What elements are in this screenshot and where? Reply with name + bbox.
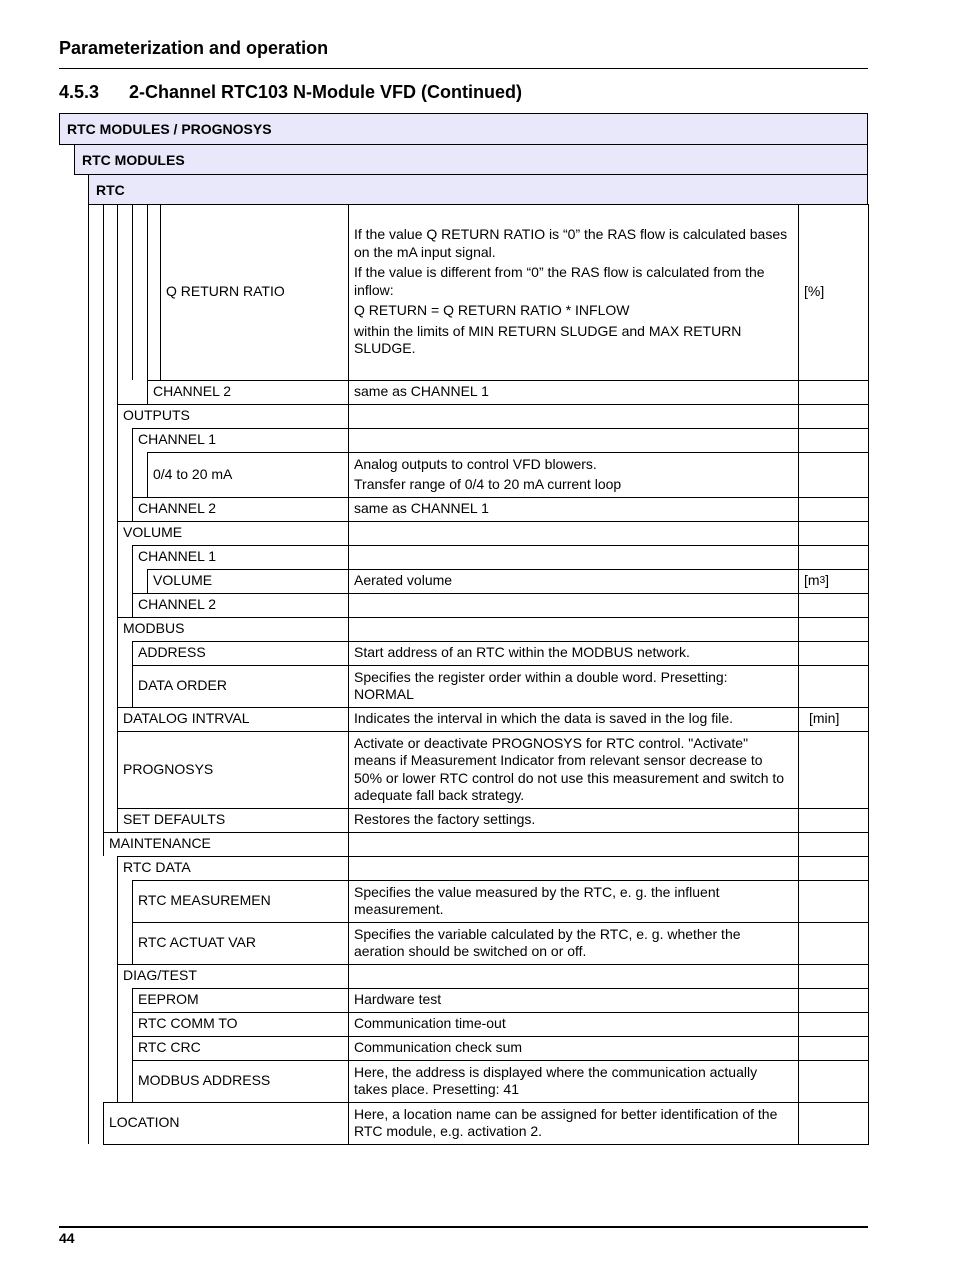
row-divider xyxy=(132,593,869,594)
table-row-description xyxy=(348,593,798,617)
table-row-name: SET DEFAULTS xyxy=(123,811,226,828)
table-row-name: RTC ACTUAT VAR xyxy=(138,934,256,951)
table-row-description xyxy=(348,569,798,593)
row-left-border xyxy=(132,665,133,707)
nesting-rail xyxy=(132,569,133,593)
table-row-unit xyxy=(798,521,868,545)
description-line: Specifies the variable calculated by the RTC, e. g. whether the aeration should be switched on or off. xyxy=(354,925,741,959)
table-row-name: OUTPUTS xyxy=(123,407,190,424)
table-row-description xyxy=(348,808,798,832)
page-number: 44 xyxy=(59,1230,75,1246)
table-row-name: Q RETURN RATIO xyxy=(166,283,285,300)
table-row-unit xyxy=(798,617,868,641)
row-left-border xyxy=(132,428,133,452)
description-column-border xyxy=(348,204,349,1144)
row-divider xyxy=(132,545,869,546)
description-line: Transfer range of 0/4 to 20 mA current loop xyxy=(354,476,622,492)
table-row-name: LOCATION xyxy=(109,1114,180,1131)
row-divider xyxy=(117,964,869,965)
row-left-border xyxy=(132,1036,133,1060)
row-divider xyxy=(132,497,869,498)
section-title xyxy=(59,82,522,103)
table-row-description xyxy=(348,707,798,731)
table-row-name: MODBUS ADDRESS xyxy=(138,1072,271,1089)
table-row-description xyxy=(348,964,798,988)
table-row-description xyxy=(348,1102,798,1144)
row-divider xyxy=(132,428,869,429)
table-row-description xyxy=(348,880,798,922)
unit-suffix: ] xyxy=(825,572,830,589)
table-row-description xyxy=(348,204,798,380)
row-divider xyxy=(160,204,869,205)
table-row-description xyxy=(348,545,798,569)
row-divider xyxy=(132,641,869,642)
table-row-description xyxy=(348,521,798,545)
table-row-unit xyxy=(798,922,868,964)
table-row-unit xyxy=(798,452,868,497)
description-line: Start address of an RTC within the MODBUS network. xyxy=(354,644,690,661)
table-row-unit: [m 3 ] xyxy=(804,572,830,589)
table-section-bar-label: RTC xyxy=(96,181,125,198)
nesting-rail xyxy=(132,452,133,497)
row-divider xyxy=(132,880,869,881)
table-row-description xyxy=(348,832,798,856)
table-row-name: EEPROM xyxy=(138,991,199,1008)
table-row-description xyxy=(348,1036,798,1060)
description-line: Hardware test xyxy=(354,991,442,1008)
table-row-name: VOLUME xyxy=(123,524,183,541)
section-heading: 2-Channel RTC103 N-Module VFD (Continued) xyxy=(129,82,522,102)
table-row-unit xyxy=(798,404,868,428)
row-divider xyxy=(117,731,869,732)
table-row-unit xyxy=(798,731,868,808)
table-row-name: RTC DATA xyxy=(123,859,191,876)
table-row-name: CHANNEL 1 xyxy=(138,431,217,448)
table-row-unit xyxy=(798,707,868,731)
table-row-name: MAINTENANCE xyxy=(109,835,211,852)
table-row-unit xyxy=(798,545,868,569)
row-divider xyxy=(147,452,869,453)
description-line: Communication check sum xyxy=(354,1039,523,1056)
description-line: Specifies the register order within a double word. Presetting: NORMAL xyxy=(354,668,728,702)
row-left-border xyxy=(147,569,148,593)
row-left-border xyxy=(132,922,133,964)
table-row-description xyxy=(348,617,798,641)
row-left-border xyxy=(132,1012,133,1036)
table-row-name: RTC COMM TO xyxy=(138,1015,238,1032)
table-section-bar-label: RTC MODULES xyxy=(82,151,185,168)
table-row-description xyxy=(348,731,798,808)
row-divider xyxy=(132,1012,869,1013)
table-row-unit xyxy=(798,1012,868,1036)
row-left-border xyxy=(103,1102,104,1144)
table-row-name: DATA ORDER xyxy=(138,677,227,694)
description-line: Activate or deactivate PROGNOSYS for RTC control. "Activate" means if Measurement Indicator from relevant sensor decrease to 50% or lower RTC control do not use this measurement and switch to adequate fall back strategy. xyxy=(354,734,785,803)
table-row-name: 0/4 to 20 mA xyxy=(153,465,233,482)
description-line: same as CHANNEL 1 xyxy=(354,500,489,517)
description-line: Analog outputs to control VFD blowers. xyxy=(354,455,597,472)
table-row-unit xyxy=(798,593,868,617)
unit-text: [%] xyxy=(804,283,825,300)
row-divider xyxy=(117,707,869,708)
description-line: If the value Q RETURN RATIO is “0” the RAS flow is calculated bases on the mA input signal. xyxy=(354,226,788,260)
row-left-border xyxy=(132,593,133,617)
table-section-bar xyxy=(74,144,868,175)
table-row-name: CHANNEL 2 xyxy=(138,500,217,517)
row-divider xyxy=(132,922,869,923)
row-divider xyxy=(117,808,869,809)
table-row-description xyxy=(348,404,798,428)
table-section-bar xyxy=(59,113,868,145)
table-section-bar-label: RTC MODULES / PROGNOSYS xyxy=(67,121,272,137)
section-number: 4.5.3 xyxy=(59,82,100,102)
row-divider xyxy=(103,832,869,833)
row-divider xyxy=(147,380,869,381)
row-left-border xyxy=(132,988,133,1012)
row-divider xyxy=(117,521,869,522)
description-line: Here, a location name can be assigned for better identification of the RTC module, e.g. activation 2. xyxy=(354,1105,778,1139)
description-line: If the value is different from “0” the RAS flow is calculated from the inflow: xyxy=(354,264,765,298)
table-row-unit xyxy=(798,964,868,988)
description-line: Communication time-out xyxy=(354,1015,506,1032)
row-left-border xyxy=(103,832,104,856)
table-row-unit xyxy=(798,856,868,880)
description-line: Here, the address is displayed where the communication actually takes place. Presetting: 41 xyxy=(354,1063,758,1097)
table-row-name: VOLUME xyxy=(153,572,213,589)
table-row-name: DATALOG INTRVAL xyxy=(123,710,250,727)
nesting-rail xyxy=(117,204,118,832)
table-row-name: CHANNEL 2 xyxy=(138,596,217,613)
header-rule xyxy=(59,68,868,69)
table-row-name: RTC CRC xyxy=(138,1039,201,1056)
footer-rule xyxy=(59,1226,868,1228)
table-row-description xyxy=(348,380,798,404)
unit-text: [min] xyxy=(809,710,840,727)
row-left-border xyxy=(147,380,148,404)
row-left-border xyxy=(132,545,133,569)
table-row-name: DIAG/TEST xyxy=(123,967,197,984)
description-line: same as CHANNEL 1 xyxy=(354,383,489,400)
table-row-unit xyxy=(798,1060,868,1102)
table-row-name: CHANNEL 2 xyxy=(153,383,232,400)
row-left-border xyxy=(132,1060,133,1102)
row-left-border xyxy=(132,641,133,665)
table-row-unit xyxy=(798,665,868,707)
table-row-unit xyxy=(798,1102,868,1144)
nesting-rail xyxy=(117,856,118,1102)
description-line: Restores the factory settings. xyxy=(354,811,536,828)
table-row-description xyxy=(348,641,798,665)
nesting-rail xyxy=(88,204,89,1144)
description-line: Specifies the value measured by the RTC, e. g. the influent measurement. xyxy=(354,883,720,917)
unit-text: [m xyxy=(804,572,820,589)
nesting-rail xyxy=(147,204,148,380)
description-line: within the limits of MIN RETURN SLUDGE and MAX RETURN SLUDGE. xyxy=(354,322,742,357)
row-left-border xyxy=(147,452,148,497)
row-divider xyxy=(132,1060,869,1061)
table-row-description xyxy=(348,856,798,880)
table-row-name: MODBUS xyxy=(123,620,185,637)
table-row-name: RTC MEASUREMEN xyxy=(138,892,271,909)
row-divider xyxy=(117,617,869,618)
page-header-title: Parameterization and operation xyxy=(59,38,329,58)
row-left-border xyxy=(160,204,161,380)
row-divider xyxy=(117,856,869,857)
table-row-description xyxy=(348,497,798,521)
table-row-description xyxy=(348,428,798,452)
table-row-unit xyxy=(798,380,868,404)
row-left-border xyxy=(132,880,133,922)
table-row-description xyxy=(348,922,798,964)
table-right-border xyxy=(868,204,869,1145)
table-row-description xyxy=(348,665,798,707)
table-row-description xyxy=(348,452,798,497)
table-row-unit xyxy=(798,428,868,452)
table-row-unit xyxy=(798,641,868,665)
row-divider xyxy=(147,569,869,570)
row-left-border xyxy=(132,497,133,521)
description-line: Q RETURN = Q RETURN RATIO * INFLOW xyxy=(354,302,630,319)
description-line: Indicates the interval in which the data is saved in the log file. xyxy=(354,710,733,727)
nesting-rail xyxy=(103,204,104,832)
description-line: Aerated volume xyxy=(354,572,453,589)
row-divider xyxy=(132,988,869,989)
table-row-unit xyxy=(798,204,868,380)
table-row-unit xyxy=(798,497,868,521)
row-divider xyxy=(132,1036,869,1037)
table-bottom-border xyxy=(103,1144,869,1145)
nesting-rail xyxy=(132,204,133,380)
table-row-unit xyxy=(798,1036,868,1060)
row-divider xyxy=(103,1102,869,1103)
table-row-name: ADDRESS xyxy=(138,644,206,661)
table-section-bar xyxy=(88,174,868,205)
unit-column-border xyxy=(798,204,799,1144)
table-row-unit xyxy=(798,880,868,922)
table-row-unit xyxy=(798,832,868,856)
table-row-name: CHANNEL 1 xyxy=(138,548,217,565)
table-row-description xyxy=(348,1060,798,1102)
row-divider xyxy=(132,665,869,666)
row-divider xyxy=(117,404,869,405)
table-row-name: PROGNOSYS xyxy=(123,760,214,777)
table-row-unit xyxy=(798,808,868,832)
table-row-description xyxy=(348,1012,798,1036)
table-row-unit xyxy=(798,988,868,1012)
table-row-description xyxy=(348,988,798,1012)
